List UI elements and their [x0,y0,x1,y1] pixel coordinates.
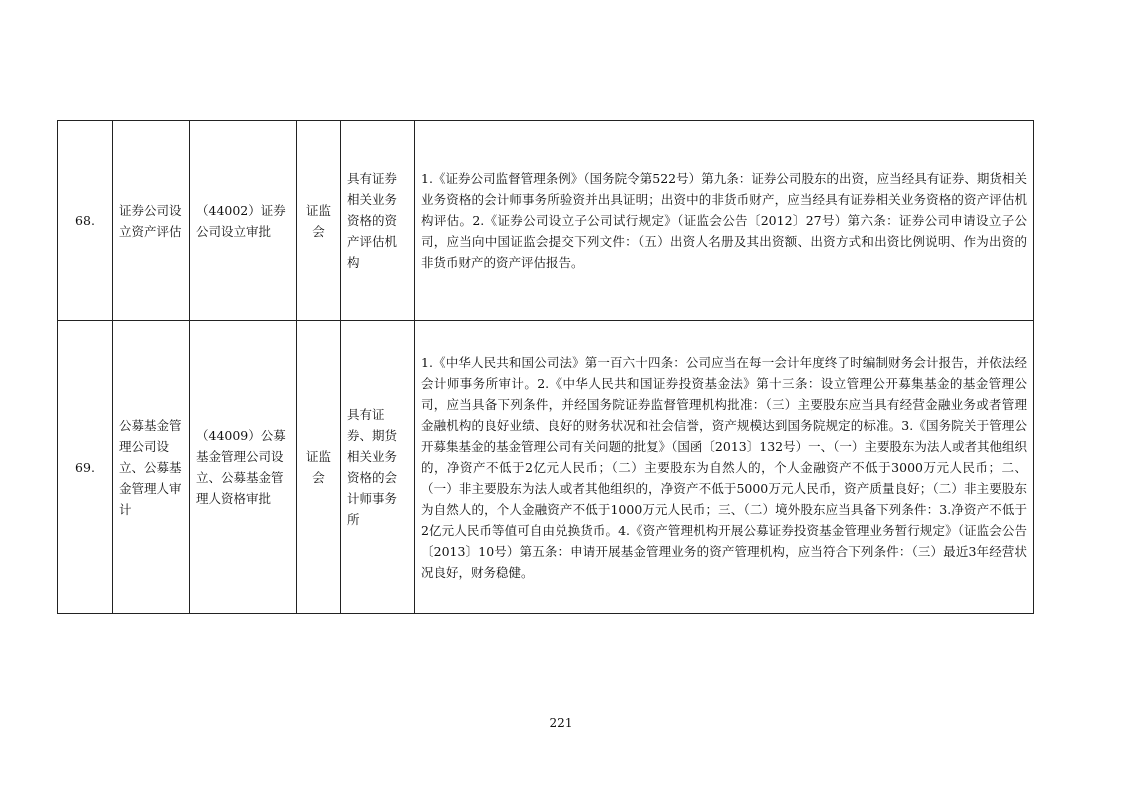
regulation-table [57,120,1034,614]
page-number: 221 [549,716,573,730]
legal-basis: 1.《证券公司监督管理条例》（国务院令第522号）第九条：证券公司股东的出资，应当经具有证券、期货相关业务资格的会计师事务所验资并出具证明；出资中的非货币财产，应当经具有证券相关业务资格的资产评估机构评估。2.《证券公司设立子公司试行规定》（证监会公告〔2012〕27号）第六条：证券公司申请设立子公司，应当向中国证监会提交下列文件：（五）出资人名册及其出资额、出资方式和出资比例说明、作为出资的非货币财产的资产评估报告。 [415,121,1034,321]
service-item-name: 证券公司设立资产评估 [113,121,190,321]
authority: 证监会 [297,321,341,614]
provider-qualification: 具有证券、期货相关业务资格的会计师事务所 [341,321,415,614]
table-row [58,321,1034,614]
row-number: 68. [58,121,113,321]
legal-basis: 1.《中华人民共和国公司法》第一百六十四条：公司应当在每一会计年度终了时编制财务会计报告，并依法经会计师事务所审计。2.《中华人民共和国证券投资基金法》第十三条：设立管理公开募集基金的基金管理公司，应当具备下列条件，并经国务院证券监督管理机构批准：（三）主要股东应当具有经营金融业务或者管理金融机构的良好业绩、良好的财务状况和社会信誉，资产规模达到国务院规定的标准。3.《国务院关于管理公开募集基金的基金管理公司有关问题的批复》（国函〔2013〕132号）一、（一）主要股东为法人或者其他组织的，净资产不低于2亿元人民币；（二）主要股东为自然人的，个人金融资产不低于3000万元人民币；二、（一）非主要股东为法人或者其他组织的，净资产不低于5000万元人民币，资产质量良好；（二）非主要股东为自然人的，个人金融资产不低于1000万元人民币；三、（二）境外股东应当具备下列条件：3.净资产不低于2亿元人民币等值可自由兑换货币。4.《资产管理机构开展公募证券投资基金管理业务暂行规定》（证监会公告〔2013〕10号）第五条：申请开展基金管理业务的资产管理机构，应当符合下列条件：（三）最近3年经营状况良好，财务稳健。 [415,321,1034,614]
approval-item: （44002）证券公司设立审批 [190,121,297,321]
table-row [58,121,1034,321]
authority: 证监会 [297,121,341,321]
row-number: 69. [58,321,113,614]
provider-qualification: 具有证券相关业务资格的资产评估机构 [341,121,415,321]
approval-item: （44009）公募基金管理公司设立、公募基金管理人资格审批 [190,321,297,614]
service-item-name: 公募基金管理公司设立、公募基金管理人审计 [113,321,190,614]
